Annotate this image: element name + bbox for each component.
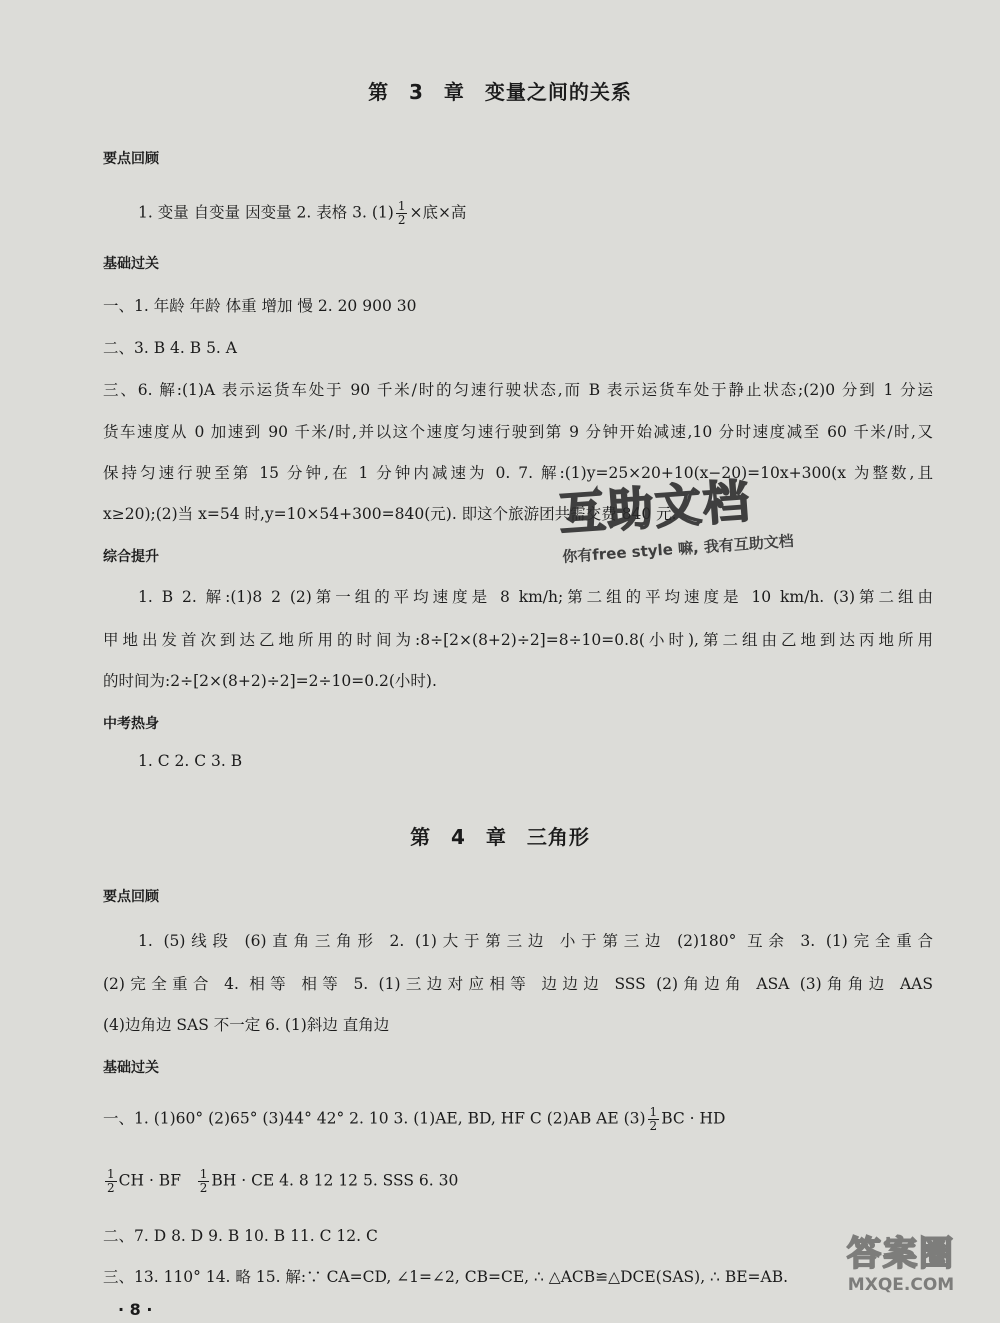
frac-denominator: 2 — [107, 1181, 115, 1195]
ch3-basic-line-4: 货车速度从 0 加速到 90 千米/时,并以这个速度匀速行驶到第 9 分钟开始减速,10 分时速度减至 60 千米/时,又 — [103, 423, 933, 441]
ch3-section-basic: 基础过关 — [103, 256, 159, 272]
ch4-basic-line-3: 二、7. D 8. D 9. B 10. B 11. C 12. C — [103, 1227, 378, 1245]
ch4-basic-line-4: 三、13. 110° 14. 略 15. 解:∵ CA=CD, ∠1=∠2, CB=CE, ∴ △ACB≌△DCE(SAS), ∴ BE=AB. — [103, 1268, 789, 1286]
chapter-4-title: 第 4 章 三角形 — [410, 825, 590, 849]
text-run: CH · BF — [118, 1171, 196, 1190]
ch4-key-points-line-2: (2)完全重合 4. 相等 相等 5. (1)三边对应相等 边边边 SSS (2)角边角 ASA (3)角角边 AAS — [103, 975, 933, 993]
ch4-key-points-line-1: 1. (5)线段 (6)直角三角形 2. (1)大于第三边 小于第三边 (2)180° 互余 3. (1)完全重合 — [138, 932, 933, 950]
ch3-basic-line-3: 三、6. 解:(1)A 表示运货车处于 90 千米/时的匀速行驶状态,而 B 表示运货车处于静止状态;(2)0 分到 1 分运 — [103, 381, 933, 399]
frac-denominator: 2 — [397, 213, 406, 227]
frac-numerator: 1 — [397, 199, 406, 213]
frac-denominator: 2 — [649, 1119, 658, 1133]
page-number: · 8 · — [118, 1300, 153, 1319]
ch4-section-key-points: 要点回顾 — [103, 889, 159, 905]
text-run: 1. 变量 自变量 因变量 2. 表格 3. (1) — [138, 203, 394, 222]
ch3-basic-line-6: x≥20);(2)当 x=54 时,y=10×54+300=840(元). 即这个旅游团共需交费 840 元. — [103, 505, 677, 523]
frac-denominator: 2 — [199, 1181, 208, 1195]
ch4-basic-line-2 — [103, 1168, 458, 1195]
frac-numerator: 1 — [649, 1105, 658, 1119]
ch4-basic-line-1 — [103, 1106, 725, 1133]
text-run: 一、1. (1)60° (2)65° (3)44° 42° 2. 10 3. (1)AE, BD, HF C (2)AB AE (3) — [103, 1109, 646, 1128]
fraction — [396, 200, 408, 227]
fraction — [648, 1106, 660, 1133]
corner-brand-logo — [806, 1226, 996, 1322]
text-run: ×底×高 — [409, 203, 467, 222]
ch3-section-comprehensive: 综合提升 — [103, 549, 159, 565]
ch3-basic-line-1: 一、1. 年龄 年龄 体重 增加 慢 2. 20 900 30 — [103, 297, 417, 315]
watermark-logo: 互助文档 — [557, 473, 753, 542]
chapter-3-title: 第 3 章 变量之间的关系 — [368, 80, 632, 104]
ch3-section-exam-warmup: 中考热身 — [103, 716, 159, 732]
ch3-basic-line-5: 保持匀速行驶至第 15 分钟,在 1 分钟内减速为 0. 7. 解:(1)y=25×20+10(x−20)=10x+300(x 为整数,且 — [103, 464, 933, 482]
frac-numerator: 1 — [199, 1167, 208, 1181]
fraction — [105, 1168, 117, 1195]
ch3-comprehensive-line-2: 甲地出发首次到达乙地所用的时间为:8÷[2×(8+2)÷2]=8÷10=0.8(小时),第二组由乙地到达丙地所用 — [103, 631, 933, 649]
ch3-section-key-points: 要点回顾 — [103, 151, 159, 167]
ch3-basic-line-2: 二、3. B 4. B 5. A — [103, 339, 237, 357]
fraction — [198, 1168, 210, 1195]
text-run: BC · HD — [661, 1109, 726, 1128]
ch3-key-points-line-1 — [138, 200, 466, 227]
frac-numerator: 1 — [107, 1167, 115, 1181]
brand-logo-text: 答案圈 — [847, 1234, 955, 1274]
watermark — [557, 458, 853, 578]
watermark-slogan: 你有free style 嘛, 我有互助文档 — [561, 531, 795, 567]
ch4-section-basic: 基础过关 — [103, 1060, 159, 1076]
ch3-comprehensive-line-3: 的时间为:2÷[2×(8+2)÷2]=2÷10=0.2(小时). — [103, 672, 437, 690]
brand-url: MXQE.COM — [847, 1275, 955, 1295]
ch3-comprehensive-line-1: 1. B 2. 解:(1)8 2 (2)第一组的平均速度是 8 km/h;第二组的平均速度是 10 km/h. (3)第二组由 — [138, 588, 933, 606]
text-run: BH · CE 4. 8 12 12 5. SSS 6. 30 — [211, 1171, 459, 1190]
ch4-key-points-line-3: (4)边角边 SAS 不一定 6. (1)斜边 直角边 — [103, 1016, 390, 1034]
ch3-exam-warmup-line-1: 1. C 2. C 3. B — [138, 752, 243, 770]
